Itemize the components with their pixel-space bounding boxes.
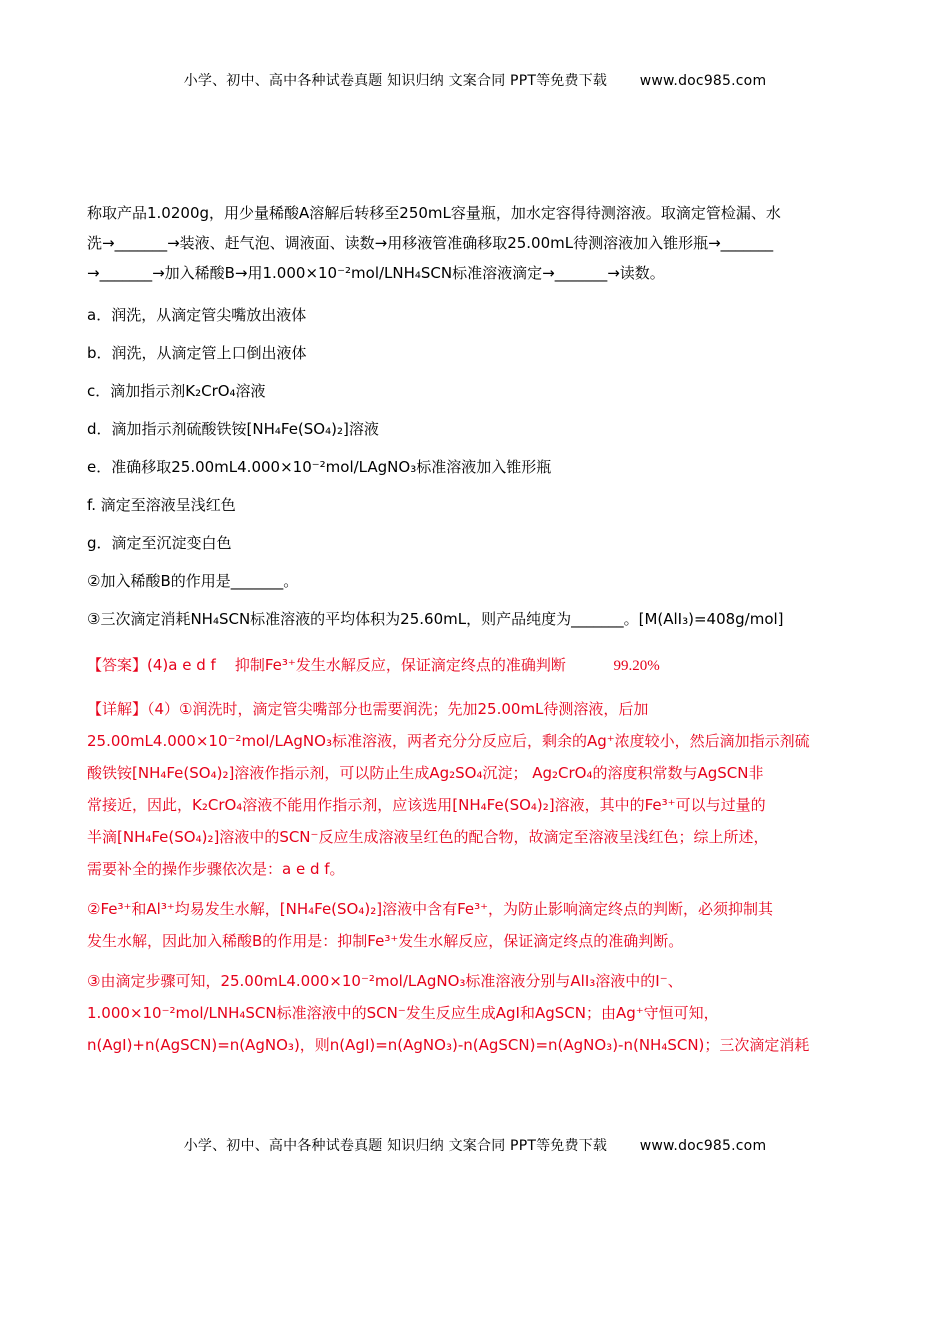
document-body (87, 198, 862, 1061)
option-g: g．滴定至沉淀变白色 (87, 534, 232, 552)
detail-line: 25.00mL4.000×10⁻²mol/LAgNO₃标准溶液，两者充分分反应后，剩余的Ag⁺浓度较小，然后滴加指示剂硫 (87, 732, 810, 750)
page-header (0, 70, 950, 90)
detail-section (87, 693, 862, 1061)
detail-line: （4）①润洗时，滴定管尖嘴部分也需要润洗；先加25.00mL待测溶液，后加 (147, 700, 649, 718)
answer-line (87, 646, 862, 685)
option-b: b．润洗，从滴定管上口倒出液体 (87, 344, 307, 362)
detail-line: 需要补全的操作步骤依次是：a e d f。 (87, 860, 345, 878)
option-f: f. 滴定至溶液呈浅红色 (87, 496, 236, 514)
detail-label: 【详解】 (87, 700, 148, 718)
answer-purity: 99.20% (613, 658, 660, 674)
option-e: e．准确移取25.00mL4.000×10⁻²mol/LAgNO₃标准溶液加入锥形瓶 (87, 458, 552, 476)
detail-line: n(AgI)+n(AgSCN)=n(AgNO₃)，则n(AgI)=n(AgNO₃)-n(AgSCN)=n(AgNO₃)-n(NH₄SCN)；三次滴定消耗 (87, 1036, 810, 1054)
header-text: 小学、初中、高中各种试卷真题 知识归纳 文案合同 PPT等免费下载 (183, 73, 608, 89)
intro-line: →_______→加入稀酸B→用1.000×10⁻²mol/LNH₄SCN标准溶液滴定→_______→读数。 (87, 264, 665, 282)
option-c: c．滴加指示剂K₂CrO₄溶液 (87, 382, 266, 400)
question-intro (87, 198, 862, 288)
page-footer (0, 1135, 950, 1155)
question-2: ②加入稀酸B的作用是_______。 (87, 572, 299, 590)
footer-text: 小学、初中、高中各种试卷真题 知识归纳 文案合同 PPT等免费下载 (183, 1138, 608, 1154)
detail-line: 发生水解，因此加入稀酸B的作用是：抑制Fe³⁺发生水解反应，保证滴定终点的准确判断。 (87, 932, 684, 950)
header-url[interactable]: www.doc985.com (639, 73, 767, 89)
option-list (87, 296, 862, 562)
option-d: d．滴加指示剂硫酸铁铵[NH₄Fe(SO₄)₂]溶液 (87, 420, 379, 438)
detail-line: 常接近，因此，K₂CrO₄溶液不能用作指示剂，应该选用[NH₄Fe(SO₄)₂]溶液，其中的Fe³⁺可以与过量的 (87, 796, 766, 814)
detail-line: ②Fe³⁺和Al³⁺均易发生水解，[NH₄Fe(SO₄)₂]溶液中含有Fe³⁺，为防止影响滴定终点的判断，必须抑制其 (87, 900, 774, 918)
intro-line: 洗→_______→装液、赶气泡、调液面、读数→用移液管准确移取25.00mL待测溶液加入锥形瓶→_______ (87, 234, 774, 252)
detail-line: ③由滴定步骤可知，25.00mL4.000×10⁻²mol/LAgNO₃标准溶液分别与AlI₃溶液中的I⁻、 (87, 972, 683, 990)
answer-label: 【答案】 (87, 656, 148, 674)
detail-line: 1.000×10⁻²mol/LNH₄SCN标准溶液中的SCN⁻发生反应生成AgI和AgSCN；由Ag⁺守恒可知， (87, 1004, 719, 1022)
intro-line: 称取产品1.0200g，用少量稀酸A溶解后转移至250mL容量瓶，加水定容得待测溶液。取滴定管检漏、水 (87, 204, 781, 222)
detail-line: 半滴[NH₄Fe(SO₄)₂]溶液中的SCN⁻反应生成溶液呈红色的配合物，故滴定至溶液呈浅红色；综上所述， (87, 828, 769, 846)
option-a: a．润洗，从滴定管尖嘴放出液体 (87, 306, 307, 324)
detail-line: 酸铁铵[NH₄Fe(SO₄)₂]溶液作指示剂，可以防止生成Ag₂SO₄沉淀； Ag₂CrO₄的溶度积常数与AgSCN非 (87, 764, 764, 782)
answer-reason: 抑制Fe³⁺发生水解反应，保证滴定终点的准确判断 (234, 656, 566, 674)
footer-url[interactable]: www.doc985.com (639, 1138, 767, 1154)
question-3: ③三次滴定消耗NH₄SCN标准溶液的平均体积为25.60mL，则产品纯度为_______。[M(AlI₃)=408g/mol] (87, 610, 784, 628)
answer-part: (4)a e d f (147, 656, 216, 674)
